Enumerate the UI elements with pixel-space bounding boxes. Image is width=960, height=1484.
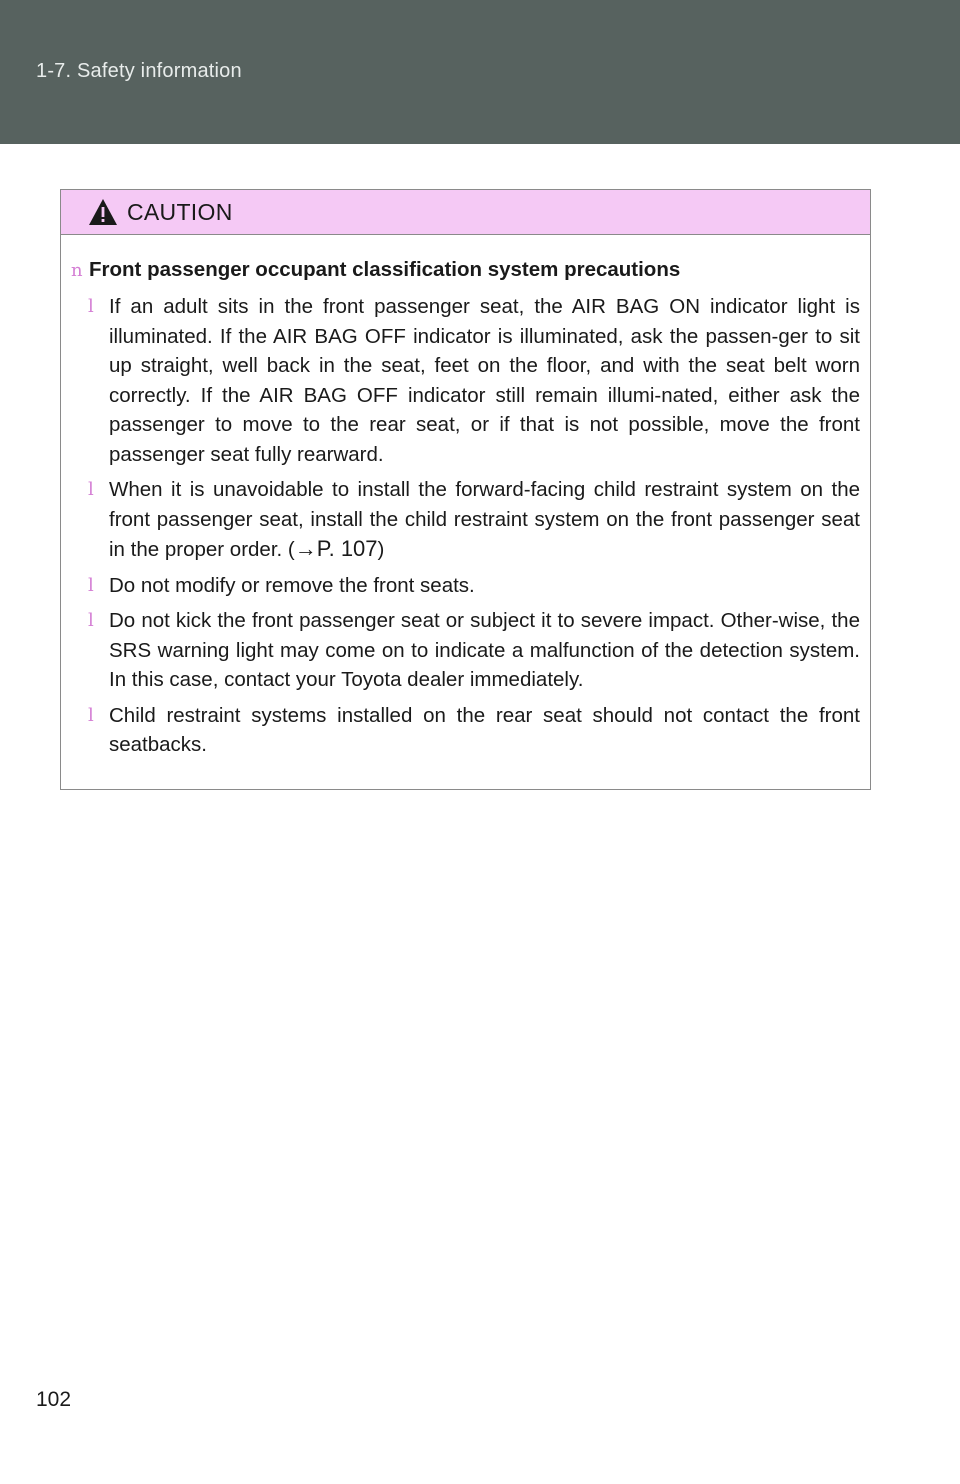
page-reference-link[interactable]: →P. 107 — [294, 536, 378, 561]
list-item — [88, 606, 860, 695]
page-number: 102 — [36, 1388, 72, 1411]
heading-text: Front passenger occupant classification system precautions — [89, 258, 681, 281]
item-text-main: When it is unavoidable to install the forward-facing child restraint system on the front passenger seat, install the child restraint system on the front passenger seat in the proper order. ( — [109, 478, 860, 561]
item-bullet: l — [88, 296, 94, 317]
caution-box — [60, 189, 871, 790]
page-header — [0, 0, 960, 144]
item-text — [109, 475, 860, 565]
item-bullet: l — [88, 610, 94, 631]
list-item — [88, 475, 860, 565]
warning-triangle-icon — [88, 198, 118, 226]
item-text-tail: ) — [377, 538, 385, 561]
caution-header — [61, 190, 870, 235]
item-bullet: l — [88, 704, 94, 726]
item-text: Do not modify or remove the front seats. — [109, 573, 475, 597]
caution-label: CAUTION — [127, 199, 233, 225]
item-text: Do not kick the front passenger seat or subject it to severe impact. Other-wise, the SRS warning light may come on to indicate a malfunction of the detection system. In this case, contact your Toyota dealer immediately. — [109, 609, 860, 691]
item-bullet: l — [88, 574, 94, 596]
caution-heading — [71, 255, 860, 286]
list-item — [88, 292, 860, 469]
section-title: 1-7. Safety information — [36, 60, 242, 82]
heading-bullet: n — [71, 260, 83, 281]
item-bullet: l — [88, 479, 94, 500]
item-text: If an adult sits in the front passenger seat, the AIR BAG ON indicator light is illuminated. If the AIR BAG OFF indicator is illuminated, ask the passen-ger to sit up straight, well back in the seat, feet on the floor, and with the seat belt worn correctly. If the AIR BAG OFF indicator still remain illumi-nated, either ask the passenger to move to the rear seat, or if that is not possible, move the front passenger seat fully rearward. — [109, 295, 860, 466]
list-item — [88, 701, 860, 760]
list-item — [88, 571, 860, 601]
caution-body — [61, 235, 870, 760]
item-text: Child restraint systems installed on the rear seat should not contact the front seatbacks. — [109, 703, 860, 756]
